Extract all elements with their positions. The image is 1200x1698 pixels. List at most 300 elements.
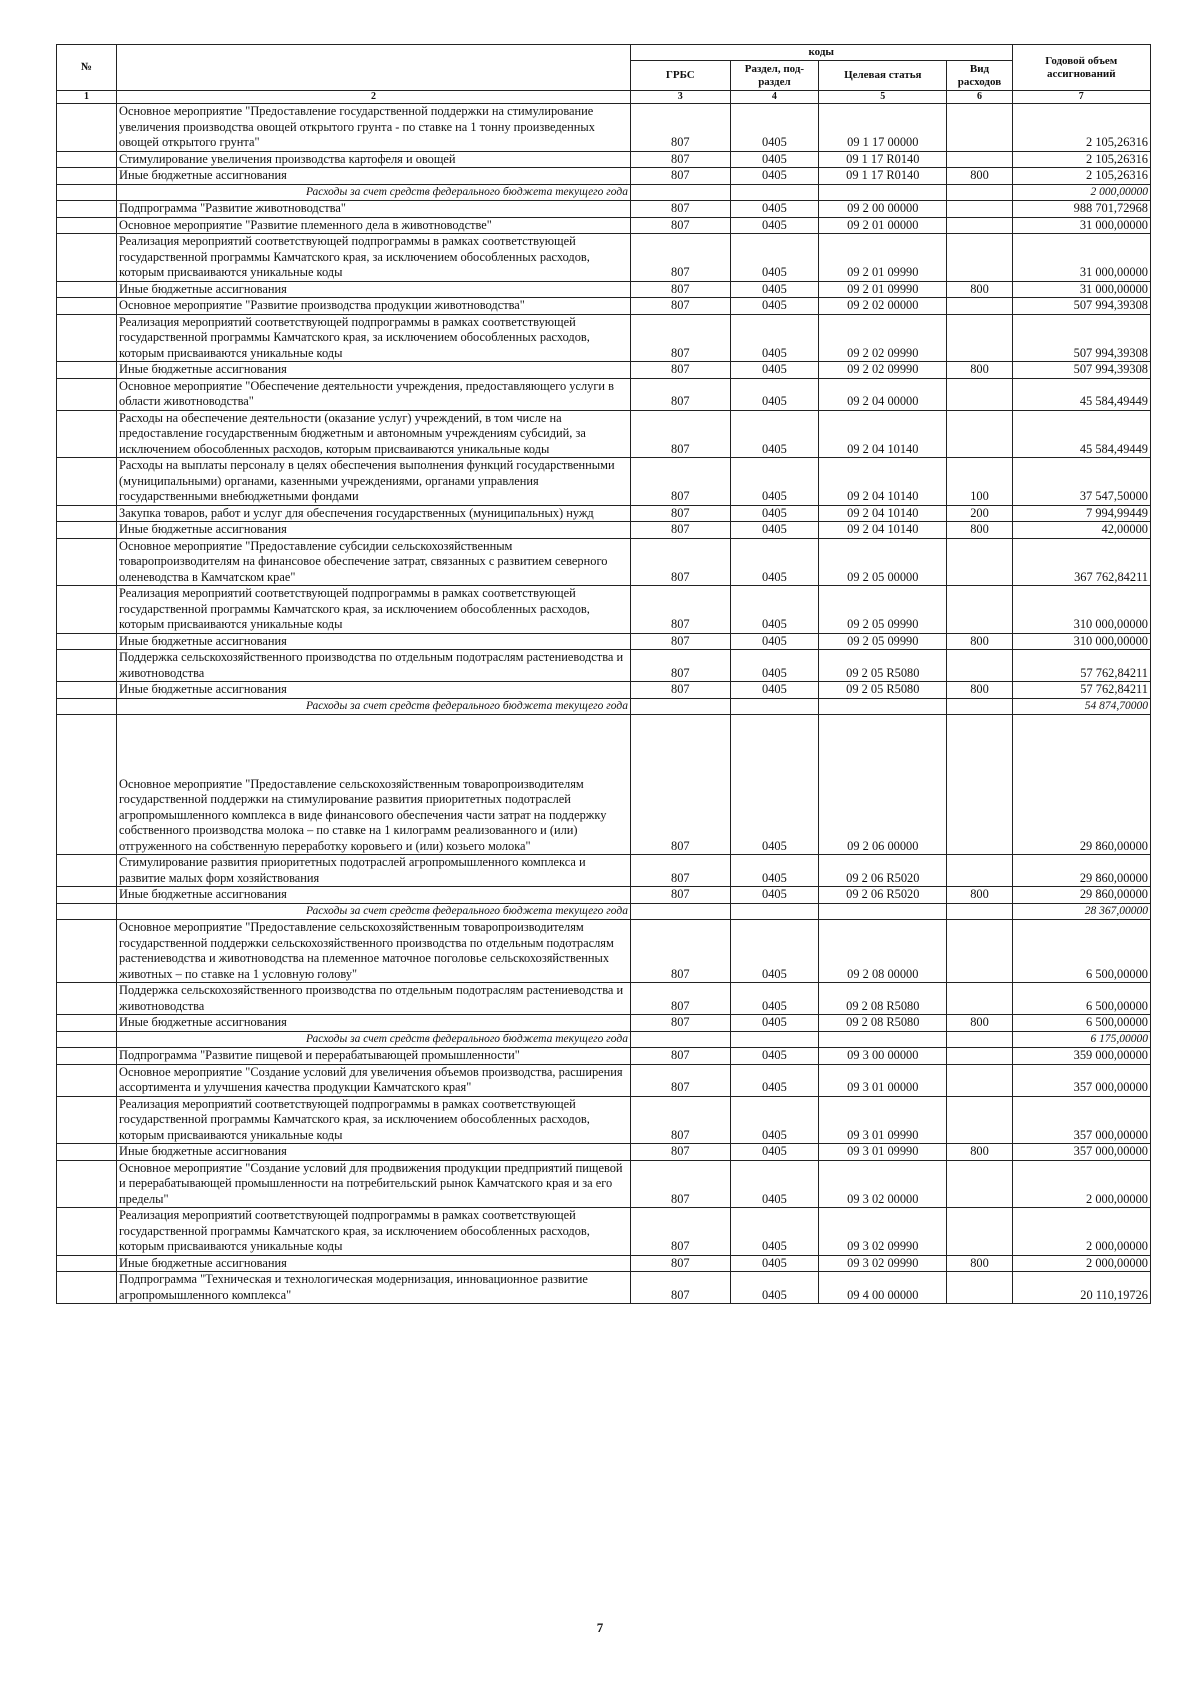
row-grbs bbox=[630, 903, 730, 920]
row-number-cell bbox=[57, 1064, 117, 1096]
row-description: Иные бюджетные ассигнования bbox=[117, 1015, 631, 1032]
header-grbs: ГРБС bbox=[630, 61, 730, 91]
row-number-cell bbox=[57, 1031, 117, 1048]
row-section-code: 0405 bbox=[730, 151, 819, 168]
table-row bbox=[57, 1160, 1151, 1208]
row-section-code bbox=[730, 903, 819, 920]
table-row bbox=[57, 458, 1151, 506]
table-row bbox=[57, 168, 1151, 185]
row-target-code: 09 3 02 09990 bbox=[819, 1208, 947, 1256]
row-number-cell bbox=[57, 298, 117, 315]
row-amount: 20 110,19726 bbox=[1012, 1272, 1150, 1304]
table-row bbox=[57, 378, 1151, 410]
row-number-cell bbox=[57, 151, 117, 168]
row-grbs: 807 bbox=[630, 362, 730, 379]
row-kind-code bbox=[947, 184, 1012, 201]
row-amount: 28 367,00000 bbox=[1012, 903, 1150, 920]
row-grbs: 807 bbox=[630, 505, 730, 522]
row-grbs: 807 bbox=[630, 1272, 730, 1304]
table-row bbox=[57, 887, 1151, 904]
row-kind-code bbox=[947, 920, 1012, 983]
row-grbs: 807 bbox=[630, 1144, 730, 1161]
row-description: Подпрограмма "Развитие животноводства" bbox=[117, 201, 631, 218]
header-target: Целевая статья bbox=[819, 61, 947, 91]
row-number-cell bbox=[57, 1208, 117, 1256]
row-kind-code bbox=[947, 378, 1012, 410]
row-target-code: 09 2 05 09990 bbox=[819, 633, 947, 650]
row-grbs: 807 bbox=[630, 1160, 730, 1208]
row-amount: 507 994,39308 bbox=[1012, 362, 1150, 379]
col-number-1: 1 bbox=[57, 91, 117, 104]
row-target-code: 09 2 01 09990 bbox=[819, 281, 947, 298]
row-section-code: 0405 bbox=[730, 983, 819, 1015]
row-grbs: 807 bbox=[630, 682, 730, 699]
row-description: Иные бюджетные ассигнования bbox=[117, 1255, 631, 1272]
row-kind-code bbox=[947, 855, 1012, 887]
row-target-code: 09 2 04 10140 bbox=[819, 410, 947, 458]
row-section-code: 0405 bbox=[730, 217, 819, 234]
row-grbs: 807 bbox=[630, 1015, 730, 1032]
row-target-code: 09 2 04 10140 bbox=[819, 522, 947, 539]
header-number: № bbox=[57, 45, 117, 91]
row-number-cell bbox=[57, 887, 117, 904]
row-amount: 357 000,00000 bbox=[1012, 1064, 1150, 1096]
row-grbs: 807 bbox=[630, 1208, 730, 1256]
row-number-cell bbox=[57, 682, 117, 699]
row-kind-code bbox=[947, 151, 1012, 168]
row-section-code: 0405 bbox=[730, 538, 819, 586]
row-description: Иные бюджетные ассигнования bbox=[117, 887, 631, 904]
row-number-cell bbox=[57, 201, 117, 218]
row-grbs: 807 bbox=[630, 715, 730, 855]
row-kind-code: 100 bbox=[947, 458, 1012, 506]
row-amount: 29 860,00000 bbox=[1012, 855, 1150, 887]
row-description: Основное мероприятие "Создание условий для продвижения продукции предприятий пищевой и перерабатывающей промышленности на потребительский рынок Камчатского края и за его пределы" bbox=[117, 1160, 631, 1208]
table-row bbox=[57, 217, 1151, 234]
row-kind-code bbox=[947, 1048, 1012, 1065]
row-description: Иные бюджетные ассигнования bbox=[117, 281, 631, 298]
col-number-5: 5 bbox=[819, 91, 947, 104]
row-number-cell bbox=[57, 633, 117, 650]
row-target-code: 09 2 01 09990 bbox=[819, 234, 947, 282]
row-amount: 54 874,70000 bbox=[1012, 698, 1150, 715]
row-grbs: 807 bbox=[630, 104, 730, 152]
row-target-code: 09 2 05 00000 bbox=[819, 538, 947, 586]
row-target-code: 09 2 02 09990 bbox=[819, 314, 947, 362]
table-row bbox=[57, 410, 1151, 458]
row-description: Основное мероприятие "Предоставление субсидии сельскохозяйственным товаропроизводителям на финансовое обеспечение затрат, связанных с развитием северного оленеводства в Камчатском крае" bbox=[117, 538, 631, 586]
row-amount: 57 762,84211 bbox=[1012, 682, 1150, 699]
row-number-cell bbox=[57, 522, 117, 539]
row-amount: 42,00000 bbox=[1012, 522, 1150, 539]
row-description: Основное мероприятие "Обеспечение деятельности учреждения, предоставляющего услуги в области животноводства" bbox=[117, 378, 631, 410]
header-kind: Вид расходов bbox=[947, 61, 1012, 91]
table-row bbox=[57, 298, 1151, 315]
table-row bbox=[57, 1208, 1151, 1256]
row-description: Подпрограмма "Техническая и технологическая модернизация, инновационное развитие агропромышленного комплекса" bbox=[117, 1272, 631, 1304]
row-grbs: 807 bbox=[630, 1064, 730, 1096]
row-grbs: 807 bbox=[630, 633, 730, 650]
table-row bbox=[57, 1048, 1151, 1065]
row-amount: 357 000,00000 bbox=[1012, 1144, 1150, 1161]
table-body bbox=[57, 104, 1151, 1304]
row-kind-code bbox=[947, 410, 1012, 458]
row-target-code: 09 2 05 R5080 bbox=[819, 682, 947, 699]
row-grbs: 807 bbox=[630, 378, 730, 410]
table-row bbox=[57, 104, 1151, 152]
row-target-code: 09 3 01 09990 bbox=[819, 1144, 947, 1161]
row-kind-code bbox=[947, 1208, 1012, 1256]
row-description: Иные бюджетные ассигнования bbox=[117, 682, 631, 699]
row-target-code: 09 2 04 10140 bbox=[819, 505, 947, 522]
row-target-code: 09 2 06 R5020 bbox=[819, 855, 947, 887]
row-number-cell bbox=[57, 1160, 117, 1208]
row-target-code: 09 3 02 00000 bbox=[819, 1160, 947, 1208]
row-kind-code bbox=[947, 298, 1012, 315]
table-row bbox=[57, 1255, 1151, 1272]
row-kind-code bbox=[947, 650, 1012, 682]
row-description: Реализация мероприятий соответствующей подпрограммы в рамках соответствующей государственной программы Камчатского края, за исключением обособленных расходов, которым присваиваются уникальные коды bbox=[117, 234, 631, 282]
row-amount: 29 860,00000 bbox=[1012, 887, 1150, 904]
row-number-cell bbox=[57, 314, 117, 362]
row-target-code bbox=[819, 903, 947, 920]
col-number-3: 3 bbox=[630, 91, 730, 104]
row-section-code: 0405 bbox=[730, 298, 819, 315]
row-kind-code bbox=[947, 104, 1012, 152]
row-description: Основное мероприятие "Развитие племенного дела в животноводстве" bbox=[117, 217, 631, 234]
row-target-code: 09 2 08 00000 bbox=[819, 920, 947, 983]
federal-note-row bbox=[57, 698, 1151, 715]
row-kind-code bbox=[947, 314, 1012, 362]
row-kind-code: 800 bbox=[947, 887, 1012, 904]
row-amount: 2 000,00000 bbox=[1012, 184, 1150, 201]
row-target-code: 09 3 02 09990 bbox=[819, 1255, 947, 1272]
row-section-code: 0405 bbox=[730, 1272, 819, 1304]
page-number: 7 bbox=[596, 1620, 604, 1635]
row-description: Основное мероприятие "Создание условий для увеличения объемов производства, расширения ассортимента и улучшения качества продукции Камчатского края" bbox=[117, 1064, 631, 1096]
row-description: Расходы за счет средств федерального бюджета текущего года bbox=[117, 1031, 631, 1048]
table-row bbox=[57, 234, 1151, 282]
row-kind-code bbox=[947, 217, 1012, 234]
row-section-code bbox=[730, 184, 819, 201]
row-grbs: 807 bbox=[630, 314, 730, 362]
row-number-cell bbox=[57, 983, 117, 1015]
federal-note-row bbox=[57, 1031, 1151, 1048]
row-number-cell bbox=[57, 1144, 117, 1161]
budget-table-sheet bbox=[56, 44, 1151, 1304]
row-number-cell bbox=[57, 362, 117, 379]
col-number-4: 4 bbox=[730, 91, 819, 104]
row-kind-code: 800 bbox=[947, 281, 1012, 298]
table-row bbox=[57, 505, 1151, 522]
row-section-code: 0405 bbox=[730, 1015, 819, 1032]
row-number-cell bbox=[57, 234, 117, 282]
row-amount: 57 762,84211 bbox=[1012, 650, 1150, 682]
row-number-cell bbox=[57, 1015, 117, 1032]
table-row bbox=[57, 1096, 1151, 1144]
row-amount: 29 860,00000 bbox=[1012, 715, 1150, 855]
row-kind-code bbox=[947, 1064, 1012, 1096]
table-row bbox=[57, 855, 1151, 887]
row-target-code: 09 3 01 00000 bbox=[819, 1064, 947, 1096]
row-amount: 6 500,00000 bbox=[1012, 983, 1150, 1015]
row-number-cell bbox=[57, 920, 117, 983]
row-section-code: 0405 bbox=[730, 362, 819, 379]
table-header bbox=[57, 45, 1151, 104]
row-number-cell bbox=[57, 586, 117, 634]
row-kind-code: 800 bbox=[947, 522, 1012, 539]
row-amount: 2 105,26316 bbox=[1012, 104, 1150, 152]
row-section-code: 0405 bbox=[730, 1064, 819, 1096]
row-amount: 7 994,99449 bbox=[1012, 505, 1150, 522]
row-description: Реализация мероприятий соответствующей подпрограммы в рамках соответствующей государственной программы Камчатского края, за исключением обособленных расходов, которым присваиваются уникальные коды bbox=[117, 586, 631, 634]
row-number-cell bbox=[57, 855, 117, 887]
row-section-code: 0405 bbox=[730, 633, 819, 650]
row-number-cell bbox=[57, 458, 117, 506]
row-kind-code bbox=[947, 1272, 1012, 1304]
row-amount: 37 547,50000 bbox=[1012, 458, 1150, 506]
row-description: Поддержка сельскохозяйственного производства по отдельным подотраслям растениеводства и животноводства bbox=[117, 983, 631, 1015]
row-amount: 310 000,00000 bbox=[1012, 633, 1150, 650]
row-section-code: 0405 bbox=[730, 1255, 819, 1272]
row-target-code: 09 2 02 00000 bbox=[819, 298, 947, 315]
table-row bbox=[57, 362, 1151, 379]
row-number-cell bbox=[57, 184, 117, 201]
row-section-code: 0405 bbox=[730, 920, 819, 983]
row-target-code: 09 2 02 09990 bbox=[819, 362, 947, 379]
row-description: Стимулирование развития приоритетных подотраслей агропромышленного комплекса и развитие малых форм хозяйствования bbox=[117, 855, 631, 887]
table-row bbox=[57, 650, 1151, 682]
row-amount: 45 584,49449 bbox=[1012, 410, 1150, 458]
row-grbs: 807 bbox=[630, 234, 730, 282]
row-grbs: 807 bbox=[630, 522, 730, 539]
table-row bbox=[57, 633, 1151, 650]
row-amount: 31 000,00000 bbox=[1012, 234, 1150, 282]
row-grbs bbox=[630, 184, 730, 201]
row-section-code: 0405 bbox=[730, 1048, 819, 1065]
row-kind-code bbox=[947, 586, 1012, 634]
row-description: Подпрограмма "Развитие пищевой и перерабатывающей промышленности" bbox=[117, 1048, 631, 1065]
row-target-code: 09 2 04 00000 bbox=[819, 378, 947, 410]
row-section-code: 0405 bbox=[730, 715, 819, 855]
row-section-code: 0405 bbox=[730, 650, 819, 682]
row-kind-code bbox=[947, 1031, 1012, 1048]
table-row bbox=[57, 201, 1151, 218]
row-grbs bbox=[630, 698, 730, 715]
row-section-code: 0405 bbox=[730, 1144, 819, 1161]
federal-note-row bbox=[57, 903, 1151, 920]
row-section-code: 0405 bbox=[730, 586, 819, 634]
row-kind-code: 800 bbox=[947, 362, 1012, 379]
row-kind-code: 800 bbox=[947, 633, 1012, 650]
row-grbs: 807 bbox=[630, 1255, 730, 1272]
row-description: Стимулирование увеличения производства картофеля и овощей bbox=[117, 151, 631, 168]
row-number-cell bbox=[57, 1255, 117, 1272]
row-kind-code bbox=[947, 903, 1012, 920]
row-kind-code bbox=[947, 234, 1012, 282]
row-description: Иные бюджетные ассигнования bbox=[117, 1144, 631, 1161]
row-amount: 2 000,00000 bbox=[1012, 1160, 1150, 1208]
row-target-code bbox=[819, 698, 947, 715]
row-kind-code: 800 bbox=[947, 168, 1012, 185]
row-description: Реализация мероприятий соответствующей подпрограммы в рамках соответствующей государственной программы Камчатского края, за исключением обособленных расходов, которым присваиваются уникальные коды bbox=[117, 314, 631, 362]
row-kind-code bbox=[947, 1096, 1012, 1144]
row-amount: 310 000,00000 bbox=[1012, 586, 1150, 634]
row-grbs: 807 bbox=[630, 983, 730, 1015]
row-grbs: 807 bbox=[630, 410, 730, 458]
table-row bbox=[57, 983, 1151, 1015]
row-target-code: 09 4 00 00000 bbox=[819, 1272, 947, 1304]
row-target-code: 09 2 01 00000 bbox=[819, 217, 947, 234]
row-kind-code: 800 bbox=[947, 1255, 1012, 1272]
row-number-cell bbox=[57, 378, 117, 410]
row-number-cell bbox=[57, 538, 117, 586]
table-row bbox=[57, 1015, 1151, 1032]
row-kind-code bbox=[947, 715, 1012, 855]
row-description: Поддержка сельскохозяйственного производства по отдельным подотраслям растениеводства и животноводства bbox=[117, 650, 631, 682]
row-section-code: 0405 bbox=[730, 168, 819, 185]
table-row bbox=[57, 522, 1151, 539]
row-grbs: 807 bbox=[630, 201, 730, 218]
row-section-code: 0405 bbox=[730, 410, 819, 458]
row-grbs: 807 bbox=[630, 920, 730, 983]
row-grbs: 807 bbox=[630, 538, 730, 586]
table-row bbox=[57, 1064, 1151, 1096]
row-target-code: 09 2 06 00000 bbox=[819, 715, 947, 855]
table-row bbox=[57, 920, 1151, 983]
row-number-cell bbox=[57, 1096, 117, 1144]
table-row bbox=[57, 538, 1151, 586]
row-kind-code: 800 bbox=[947, 682, 1012, 699]
row-section-code: 0405 bbox=[730, 104, 819, 152]
row-target-code: 09 2 05 09990 bbox=[819, 586, 947, 634]
row-description: Основное мероприятие "Развитие производства продукции животноводства" bbox=[117, 298, 631, 315]
row-description: Иные бюджетные ассигнования bbox=[117, 522, 631, 539]
federal-note-row bbox=[57, 184, 1151, 201]
row-amount: 359 000,00000 bbox=[1012, 1048, 1150, 1065]
row-number-cell bbox=[57, 505, 117, 522]
row-number-cell bbox=[57, 410, 117, 458]
row-number-cell bbox=[57, 104, 117, 152]
row-target-code: 09 2 04 10140 bbox=[819, 458, 947, 506]
row-grbs: 807 bbox=[630, 1096, 730, 1144]
row-target-code bbox=[819, 184, 947, 201]
header-amount: Годовой объем ассигнований bbox=[1012, 45, 1150, 91]
row-grbs: 807 bbox=[630, 1048, 730, 1065]
row-grbs: 807 bbox=[630, 298, 730, 315]
row-section-code: 0405 bbox=[730, 281, 819, 298]
row-number-cell bbox=[57, 650, 117, 682]
col-number-7: 7 bbox=[1012, 91, 1150, 104]
row-description: Расходы за счет средств федерального бюджета текущего года bbox=[117, 903, 631, 920]
col-number-6: 6 bbox=[947, 91, 1012, 104]
row-target-code: 09 3 01 09990 bbox=[819, 1096, 947, 1144]
row-amount: 2 105,26316 bbox=[1012, 168, 1150, 185]
row-description: Основное мероприятие "Предоставление сельскохозяйственным товаропроизводителям государственной поддержки сельскохозяйственного производства по отдельным подотраслям растениеводства и животноводства на племенное маточное поголовье сельскохозяйственных животных – по ставке на 1 условную голову" bbox=[117, 920, 631, 983]
row-description: Иные бюджетные ассигнования bbox=[117, 633, 631, 650]
row-amount: 357 000,00000 bbox=[1012, 1096, 1150, 1144]
row-target-code: 09 1 17 R0140 bbox=[819, 151, 947, 168]
row-kind-code: 800 bbox=[947, 1015, 1012, 1032]
row-section-code: 0405 bbox=[730, 458, 819, 506]
row-section-code: 0405 bbox=[730, 201, 819, 218]
table-row bbox=[57, 151, 1151, 168]
row-section-code: 0405 bbox=[730, 855, 819, 887]
row-amount: 31 000,00000 bbox=[1012, 217, 1150, 234]
row-target-code: 09 2 00 00000 bbox=[819, 201, 947, 218]
row-description: Расходы на выплаты персоналу в целях обеспечения выполнения функций государственными (муниципальными) органами, казенными учреждениями, органами управления государственными внебюджетными фондами bbox=[117, 458, 631, 506]
header-section: Раздел, под-раздел bbox=[730, 61, 819, 91]
table-row bbox=[57, 1144, 1151, 1161]
row-grbs: 807 bbox=[630, 217, 730, 234]
row-target-code: 09 2 06 R5020 bbox=[819, 887, 947, 904]
table-row bbox=[57, 281, 1151, 298]
row-section-code: 0405 bbox=[730, 1160, 819, 1208]
row-description: Реализация мероприятий соответствующей подпрограммы в рамках соответствующей государственной программы Камчатского края, за исключением обособленных расходов, которым присваиваются уникальные коды bbox=[117, 1096, 631, 1144]
row-number-cell bbox=[57, 903, 117, 920]
col-number-2: 2 bbox=[117, 91, 631, 104]
row-description: Основное мероприятие "Предоставление сельскохозяйственным товаропроизводителям государственной поддержки на стимулирование развития приоритетных подотраслей агропромышленного комплекса в виде финансового обеспечения части затрат на поддержку собственного производства молока – по ставке на 1 килограмм реализованного и (или) отгруженного на собственную переработку коровьего и (или) козьего молока" bbox=[117, 715, 631, 855]
row-kind-code bbox=[947, 1160, 1012, 1208]
row-amount: 45 584,49449 bbox=[1012, 378, 1150, 410]
row-grbs: 807 bbox=[630, 151, 730, 168]
table-row bbox=[57, 586, 1151, 634]
row-section-code: 0405 bbox=[730, 314, 819, 362]
row-section-code: 0405 bbox=[730, 234, 819, 282]
row-amount: 6 500,00000 bbox=[1012, 1015, 1150, 1032]
row-target-code: 09 2 05 R5080 bbox=[819, 650, 947, 682]
row-grbs: 807 bbox=[630, 458, 730, 506]
row-target-code: 09 2 08 R5080 bbox=[819, 983, 947, 1015]
row-grbs bbox=[630, 1031, 730, 1048]
row-section-code bbox=[730, 1031, 819, 1048]
row-section-code: 0405 bbox=[730, 378, 819, 410]
row-kind-code bbox=[947, 698, 1012, 715]
table-row bbox=[57, 715, 1151, 855]
row-kind-code bbox=[947, 983, 1012, 1015]
row-description: Иные бюджетные ассигнования bbox=[117, 362, 631, 379]
row-section-code: 0405 bbox=[730, 522, 819, 539]
row-number-cell bbox=[57, 281, 117, 298]
row-amount: 2 105,26316 bbox=[1012, 151, 1150, 168]
row-section-code: 0405 bbox=[730, 887, 819, 904]
row-target-code: 09 3 00 00000 bbox=[819, 1048, 947, 1065]
row-section-code: 0405 bbox=[730, 505, 819, 522]
table-row bbox=[57, 314, 1151, 362]
row-section-code: 0405 bbox=[730, 682, 819, 699]
row-number-cell bbox=[57, 217, 117, 234]
row-amount: 2 000,00000 bbox=[1012, 1255, 1150, 1272]
row-amount: 507 994,39308 bbox=[1012, 298, 1150, 315]
row-number-cell bbox=[57, 1048, 117, 1065]
row-target-code: 09 2 08 R5080 bbox=[819, 1015, 947, 1032]
row-kind-code: 800 bbox=[947, 1144, 1012, 1161]
row-target-code: 09 1 17 R0140 bbox=[819, 168, 947, 185]
header-description bbox=[117, 45, 631, 91]
row-target-code bbox=[819, 1031, 947, 1048]
row-amount: 507 994,39308 bbox=[1012, 314, 1150, 362]
row-kind-code bbox=[947, 538, 1012, 586]
row-description: Расходы за счет средств федерального бюджета текущего года bbox=[117, 184, 631, 201]
row-amount: 2 000,00000 bbox=[1012, 1208, 1150, 1256]
row-section-code: 0405 bbox=[730, 1208, 819, 1256]
row-section-code: 0405 bbox=[730, 1096, 819, 1144]
row-amount: 6 175,00000 bbox=[1012, 1031, 1150, 1048]
row-kind-code: 200 bbox=[947, 505, 1012, 522]
row-grbs: 807 bbox=[630, 586, 730, 634]
row-amount: 367 762,84211 bbox=[1012, 538, 1150, 586]
row-grbs: 807 bbox=[630, 281, 730, 298]
